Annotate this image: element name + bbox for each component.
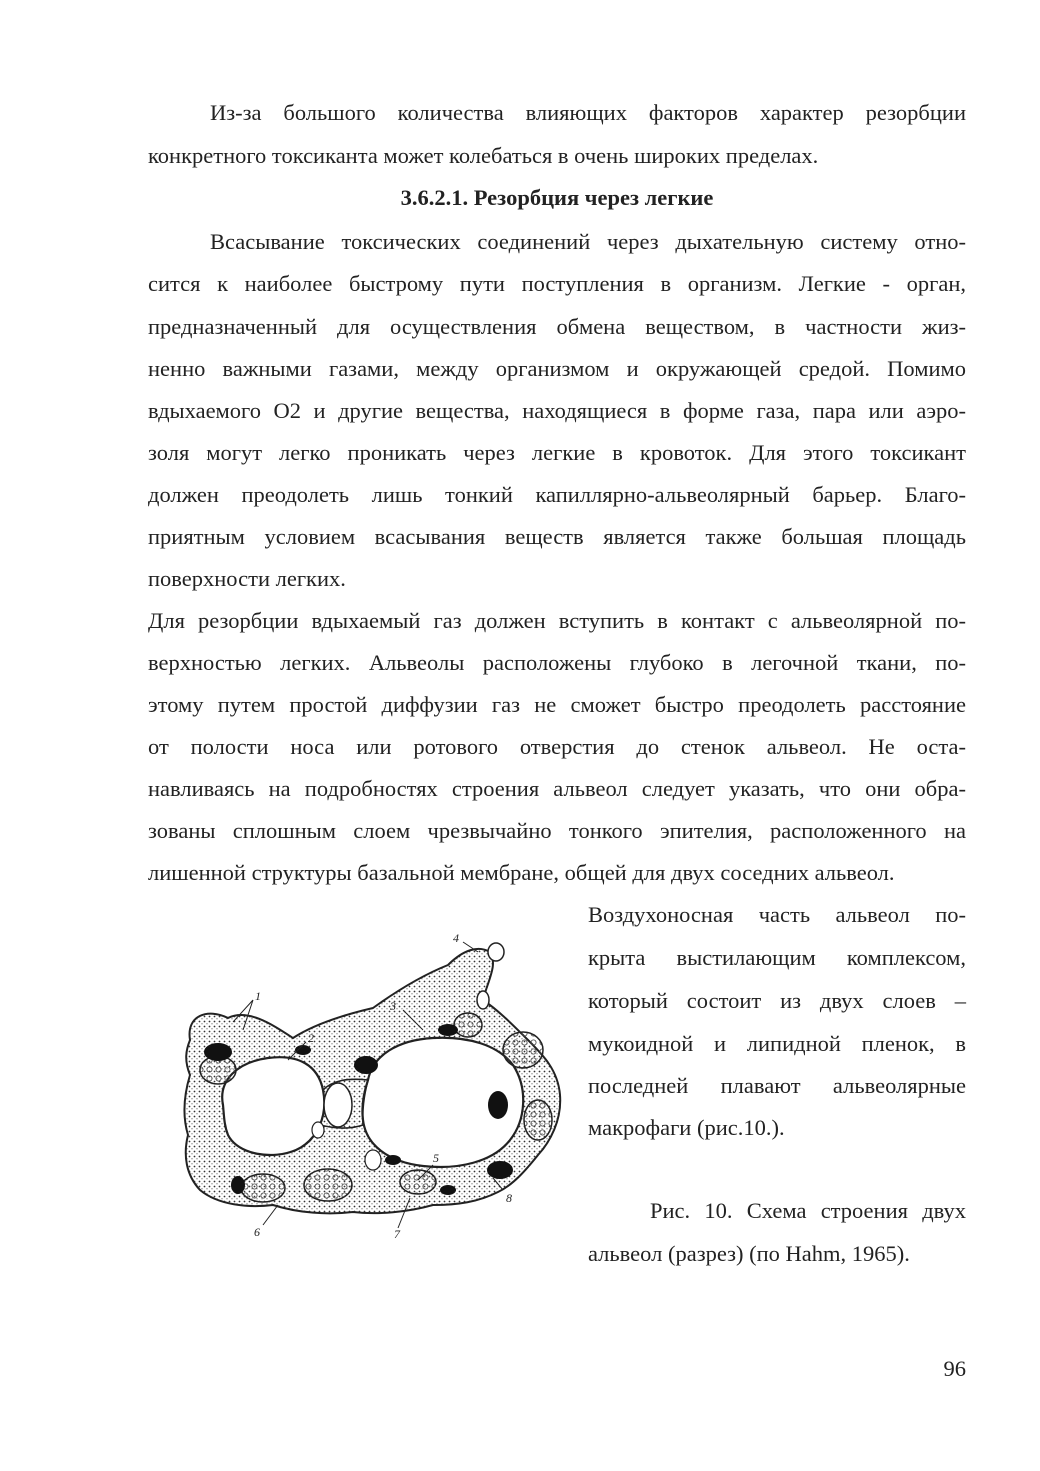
paragraph-line: должен преодолеть лишь тонкий капиллярно-альвеолярный барьер. Благо- [148, 482, 966, 507]
figure-label: 3 [390, 999, 396, 1013]
paragraph-line: золя могут легко проникать через легкие в кровоток. Для этого токсикант [148, 440, 966, 465]
figure-caption-line: альвеол (разрез) (по Hahm, 1965). [588, 1241, 910, 1266]
paragraph-line: ненно важными газами, между организмом и окружающей средой. Помимо [148, 356, 966, 381]
alveoli-diagram [178, 930, 568, 1250]
figure-caption-line: Рис. 10. Схема строения двух [650, 1198, 966, 1223]
intro-line: конкретного токсиканта может колебаться в очень широких пределах. [148, 143, 819, 168]
figure-label: 4 [453, 931, 459, 945]
paragraph-line: предназначенный для осуществления обмена веществом, в частности жиз- [148, 314, 966, 339]
figure-label: 1 [255, 989, 261, 1003]
paragraph-line: макрофаги (рис.10.). [588, 1115, 785, 1140]
section-heading: 3.6.2.1. Резорбция через легкие [400, 185, 714, 210]
paragraph-line: лишенной структуры базальной мембране, общей для двух соседних альвеол. [148, 860, 895, 885]
paragraph-line: этому путем простой диффузии газ не сможет быстро преодолеть расстояние [148, 692, 966, 717]
paragraph-line: последней плавают альвеолярные [588, 1073, 966, 1098]
paragraph-line: навливаясь на подробностях строения альвеол следует указать, что они обра- [148, 776, 966, 801]
paragraph-line: вдыхаемого О2 и другие вещества, находящиеся в форме газа, пара или аэро- [148, 398, 966, 423]
paragraph-line: Для резорбции вдыхаемый газ должен вступить в контакт с альвеолярной по- [148, 608, 966, 633]
figure-label: 6 [254, 1225, 260, 1239]
paragraph-line: крыта выстилающим комплексом, [588, 945, 966, 970]
paragraph-line: верхностью легких. Альвеолы расположены глубоко в легочной ткани, по- [148, 650, 966, 675]
page-number: 96 [943, 1356, 966, 1381]
paragraph-line: зованы сплошным слоем чрезвычайно тонкого эпителия, расположенного на [148, 818, 966, 843]
paragraph-line: от полости носа или ротового отверстия до стенок альвеол. Не оста- [148, 734, 966, 759]
paragraph-line: Воздухоносная часть альвеол по- [588, 902, 966, 927]
paragraph-line: который состоит из двух слоев – [588, 988, 966, 1013]
paragraph-line: приятным условием всасывания веществ является также большая площадь [148, 524, 966, 549]
figure-label: 7 [394, 1227, 400, 1241]
paragraph-line: Всасывание токсических соединений через дыхательную систему отно- [210, 229, 966, 254]
paragraph-line: поверхности легких. [148, 566, 346, 591]
paragraph-line: мукоидной и липидной пленок, в [588, 1031, 966, 1056]
paragraph-line: сится к наиболее быстрому пути поступления в организм. Легкие - орган, [148, 271, 966, 296]
figure-label: 2 [308, 1031, 314, 1045]
intro-line: Из-за большого количества влияющих факторов характер резорбции [210, 100, 966, 125]
figure-label: 5 [433, 1151, 439, 1165]
figure-label: 8 [506, 1191, 512, 1205]
